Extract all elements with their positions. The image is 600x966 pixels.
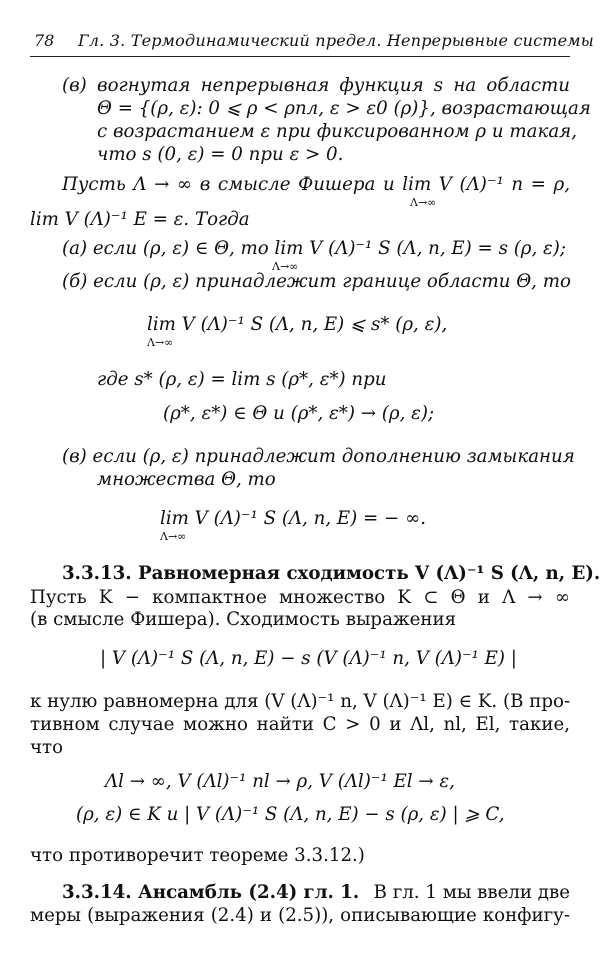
paragraph-line: Пусть K − компактное множество K ⊂ Θ и Λ → ∞ bbox=[30, 587, 570, 608]
formula-s-star: где s* (ρ, ε) = lim s (ρ*, ε*) при bbox=[97, 369, 387, 390]
item-a-line: (а) если (ρ, ε) ∈ Θ, то lim V (Λ)⁻¹ S (Λ, n, E) = s (ρ, ε); bbox=[62, 238, 567, 259]
item-v-line-1: (в) вогнутая непрерывная функция s на области bbox=[62, 75, 570, 96]
running-title: Гл. 3. Термодинамический предел. Непрерывные системы bbox=[78, 31, 595, 50]
item-b-line: (б) если (ρ, ε) принадлежит границе области Θ, то bbox=[62, 271, 571, 292]
paragraph-line: меры (выражения (2.4) и (2.5)), описывающие конфигу- bbox=[30, 905, 570, 926]
paragraph-line: тивном случае можно найти C > 0 и Λl, nl, El, такие, bbox=[30, 714, 570, 735]
paragraph-line: lim V (Λ)⁻¹ E = ε. Тогда bbox=[30, 209, 250, 230]
item-v2-line-2: множества Θ, то bbox=[97, 469, 276, 490]
formula-difference: | V (Λ)⁻¹ S (Λ, n, E) − s (V (Λ)⁻¹ n, V (Λ)⁻¹ E) | bbox=[100, 648, 517, 669]
section-heading: 3.3.14. Ансамбль (2.4) гл. 1. bbox=[62, 882, 360, 903]
paragraph-line: что противоречит теореме 3.3.12.) bbox=[30, 845, 365, 866]
item-v-line-2: Θ = {(ρ, ε): 0 ⩽ ρ < ρпл, ε > ε0 (ρ)}, возрастающая bbox=[97, 98, 591, 119]
paragraph-line: (в смысле Фишера). Сходимость выражения bbox=[30, 609, 457, 630]
formula-condition: (ρ*, ε*) ∈ Θ и (ρ*, ε*) → (ρ, ε); bbox=[163, 403, 435, 424]
limit-subscript: Λ→∞ bbox=[410, 196, 437, 209]
item-v-line-3: с возрастанием ε при фиксированном ρ и такая, bbox=[97, 121, 577, 142]
paragraph-text: В гл. 1 мы ввели две bbox=[373, 882, 570, 903]
formula-minus-infinity: lim V (Λ)⁻¹ S (Λ, n, E) = − ∞. bbox=[160, 508, 427, 529]
section-heading: 3.3.13. Равномерная сходимость V (Λ)⁻¹ S (Λ, n, E). bbox=[62, 563, 600, 584]
formula-inequality: (ρ, ε) ∈ K и | V (Λ)⁻¹ S (Λ, n, E) − s (ρ, ε) | ⩾ C, bbox=[76, 804, 505, 825]
item-v2-line-1: (в) если (ρ, ε) принадлежит дополнению замыкания bbox=[62, 446, 575, 467]
formula-sequence: Λl → ∞, V (Λl)⁻¹ nl → ρ, V (Λl)⁻¹ El → ε, bbox=[105, 771, 455, 792]
paragraph-line: к нулю равномерна для (V (Λ)⁻¹ n, V (Λ)⁻¹ E) ∈ K. (В про- bbox=[30, 691, 571, 712]
paragraph-line: Пусть Λ → ∞ в смысле Фишера и lim V (Λ)⁻¹ n = ρ, bbox=[62, 174, 570, 195]
limit-subscript: Λ→∞ bbox=[272, 260, 299, 273]
page-number: 78 bbox=[34, 31, 55, 50]
section-heading-line bbox=[62, 882, 570, 904]
limit-subscript: Λ→∞ bbox=[147, 336, 174, 349]
limit-subscript: Λ→∞ bbox=[160, 530, 187, 543]
item-v-line-4: что s (0, ε) = 0 при ε > 0. bbox=[97, 144, 344, 165]
formula-limsup: lim V (Λ)⁻¹ S (Λ, n, E) ⩽ s* (ρ, ε), bbox=[147, 314, 448, 335]
paragraph-line: что bbox=[30, 737, 64, 758]
header-rule bbox=[30, 56, 570, 57]
